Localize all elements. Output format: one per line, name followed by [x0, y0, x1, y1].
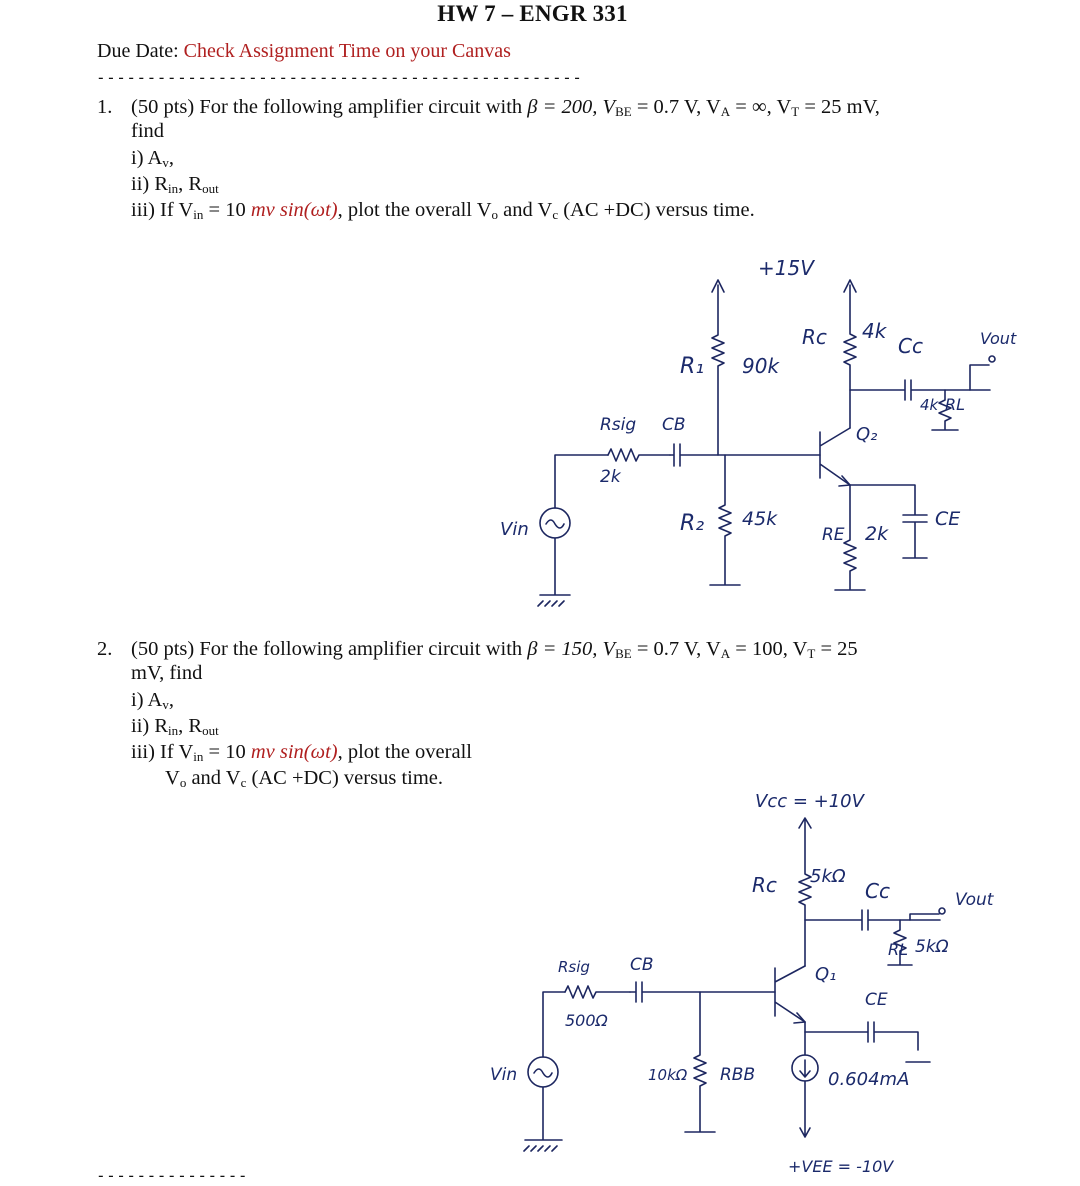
svg-text:Vin: Vin	[490, 1065, 518, 1085]
vout-terminal	[989, 356, 995, 362]
problem2-part-ii: ii) $R_{in}$, $R_{out}$	[131, 715, 219, 738]
svg-text:Vout: Vout	[980, 329, 1017, 348]
due-date-label: Due Date:	[97, 40, 179, 62]
ground-icon	[524, 1087, 562, 1151]
svg-text:2k: 2k	[865, 523, 889, 545]
circuit2-schematic	[470, 780, 1030, 1180]
problem1-part-i: i) $A_v$,	[131, 147, 174, 170]
cb-capacitor-icon	[630, 982, 775, 1002]
svg-text:500Ω: 500Ω	[565, 1011, 608, 1030]
problem1-number: 1.	[97, 96, 113, 118]
svg-text:RBB: RBB	[720, 1065, 756, 1085]
svg-text:R₁: R₁	[680, 354, 705, 379]
rsig-resistor-icon	[565, 986, 630, 998]
svg-text:5kΩ: 5kΩ	[915, 937, 949, 957]
svg-text:10kΩ: 10kΩ	[648, 1066, 688, 1084]
svg-text:45k: 45k	[742, 508, 778, 530]
r2-resistor-icon	[710, 455, 740, 585]
rc-resistor-icon	[799, 820, 811, 966]
svg-text:+15V: +15V	[758, 256, 814, 280]
cc-capacitor-icon	[805, 910, 940, 930]
svg-text:RL: RL	[888, 940, 909, 959]
svg-text:R₂: R₂	[680, 511, 705, 536]
svg-text:Rsig: Rsig	[600, 415, 637, 435]
svg-text:Vcc = +10V: Vcc = +10V	[755, 791, 864, 812]
problem2-find: mV, find	[131, 662, 203, 684]
svg-text:CE: CE	[935, 508, 961, 530]
svg-text:Vout: Vout	[955, 890, 994, 910]
due-date-line	[97, 40, 511, 63]
svg-text:Vin: Vin	[500, 519, 529, 540]
svg-text:Rc: Rc	[802, 325, 827, 349]
rsig-resistor-icon	[608, 449, 670, 461]
rc-resistor-icon	[844, 285, 856, 428]
separator-bottom: ---------------	[96, 1166, 248, 1185]
problem1-part-ii: ii) $R_{in}$, $R_{out}$	[131, 173, 219, 196]
svg-text:CB: CB	[630, 955, 654, 975]
problem2-part-iii: iii) If $V_{in} = 10$ mv sin(ωt), plot the overall	[131, 741, 472, 764]
svg-text:5kΩ: 5kΩ	[810, 866, 846, 887]
r1-resistor-icon	[712, 285, 724, 455]
vout-terminal	[939, 908, 945, 914]
page-title: HW 7 – ENGR 331	[437, 1, 628, 26]
problem2-part-i: i) $A_v$,	[131, 689, 174, 712]
ground-icon	[538, 538, 570, 606]
ce-capacitor-icon	[805, 1022, 930, 1062]
svg-text:Cc: Cc	[898, 334, 923, 358]
svg-text:RE: RE	[822, 525, 845, 545]
svg-text:Rc: Rc	[752, 873, 777, 897]
problem2-part-iii-cont: $V_o$ and $V_c$ (AC +DC) versus time.	[165, 767, 444, 790]
svg-text:+VEE = -10V: +VEE = -10V	[788, 1157, 894, 1176]
problem2-number: 2.	[97, 638, 113, 660]
due-date-value: Check Assignment Time on your Canvas	[183, 40, 511, 62]
svg-text:CB: CB	[662, 415, 686, 435]
problem1-part-iii: iii) If $V_{in} = 10$ mv sin(ωt), plot the overall $V_o$ and $V_c$ (AC +DC) versus time.	[131, 199, 755, 222]
svg-text:4k: 4k	[862, 319, 887, 343]
svg-text:4k: 4k	[920, 396, 939, 414]
rbb-resistor-icon	[685, 992, 715, 1132]
problem1-find: find	[131, 120, 165, 142]
problem2-statement: (50 pts) For the following amplifier circuit with β = 150, $V_{BE} = 0.7$ V, $V_A = 100$, $V_T = 25$	[131, 638, 858, 661]
svg-text:90k: 90k	[742, 354, 780, 378]
problem1-statement: (50 pts) For the following amplifier circuit with β = 200, $V_{BE} = 0.7$ V, $V_A$ = ∞, $V_T = 25$ mV,	[131, 96, 880, 119]
svg-text:CE: CE	[865, 990, 888, 1010]
circuit1-schematic	[480, 240, 1040, 610]
svg-text:2k: 2k	[600, 467, 621, 487]
svg-text:Rsig: Rsig	[558, 958, 590, 976]
separator-top: ------------------------------------------------	[96, 68, 583, 87]
q1-transistor-icon	[775, 966, 805, 1022]
svg-text:RL: RL	[945, 395, 966, 414]
q2-transistor-icon	[820, 428, 850, 485]
svg-text:Cc: Cc	[865, 879, 890, 903]
svg-text:Q₂: Q₂	[856, 424, 878, 445]
ce-capacitor-icon	[850, 485, 927, 558]
cb-capacitor-icon	[670, 444, 820, 466]
svg-text:Q₁: Q₁	[815, 964, 837, 985]
svg-text:0.604mA: 0.604mA	[828, 1069, 910, 1090]
